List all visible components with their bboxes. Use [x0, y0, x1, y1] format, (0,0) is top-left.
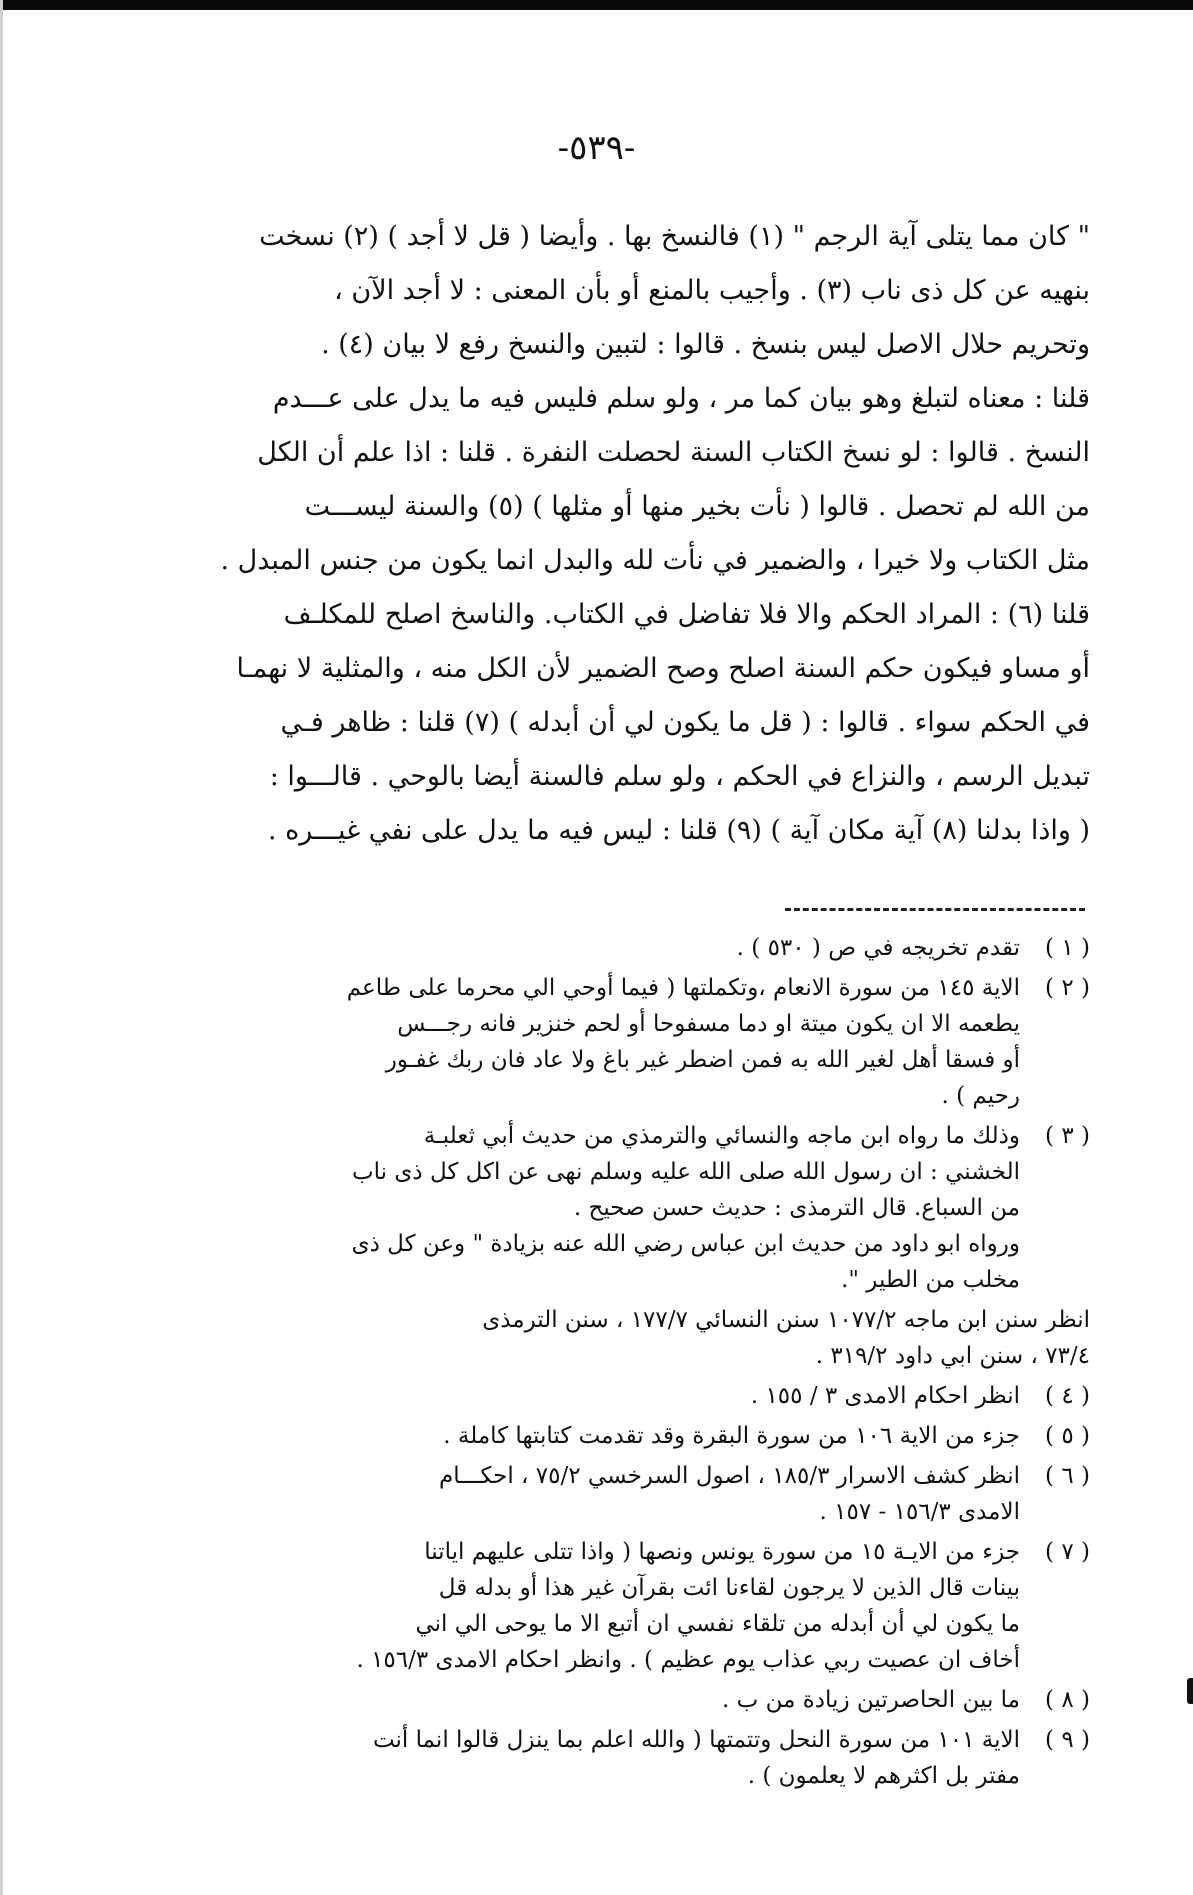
- footnote-line: من السباع. قال الترمذى : حديث حسن صحيح .: [573, 1195, 1020, 1221]
- main-text-body: [160, 210, 1090, 858]
- footnote-line: ٧٣/٤ ، سنن ابي داود ٣١٩/٢ .: [815, 1343, 1090, 1369]
- text-line: تبديل الرسم ، والنزاع في الحكم ، ولو سلم فالسنة أيضا بالوحي . قالـــوا :: [269, 761, 1090, 792]
- footnote: [180, 930, 1090, 966]
- footnote-marker: ( ٧ ): [1045, 1539, 1090, 1565]
- footnote-body: [180, 1118, 1020, 1298]
- footnote: [180, 1722, 1090, 1794]
- footnote-marker: ( ٢ ): [1045, 975, 1090, 1001]
- page-number: -٥٣٩-: [557, 128, 636, 168]
- footnote-continuation: [180, 1302, 1090, 1374]
- footnote-marker: ( ٤ ): [1045, 1383, 1090, 1409]
- footnote-body: [180, 1682, 1020, 1718]
- footnote: [180, 1682, 1090, 1718]
- footnote-marker: ( ٥ ): [1045, 1423, 1090, 1449]
- footnote-body: [180, 1722, 1020, 1794]
- footnote-line: رحيم ) .: [941, 1083, 1020, 1109]
- text-line: بنهيه عن كل ذى ناب (٣) . وأجيب بالمنع أو بأن المعنى : لا أجد الآن ،: [334, 275, 1090, 306]
- footnote-line: أخاف ان عصيت ربي عذاب يوم عظيم ) . وانظر احكام الامدى ١٥٦/٣ .: [356, 1647, 1020, 1673]
- text-line: من الله لم تحصل . قالوا ( نأت بخير منها أو مثلها ) (٥) والسنة ليســـت: [304, 491, 1090, 522]
- footnote: [180, 1534, 1090, 1678]
- scan-left-edge: [0, 0, 3, 1895]
- footnote-line: انظر كشف الاسرار ١٨٥/٣ ، اصول السرخسي ٧٥/٢ ، احكـــام: [438, 1463, 1020, 1489]
- footnote-line: ورواه ابو داود من حديث ابن عباس رضي الله عنه بزيادة " وعن كل ذى: [351, 1231, 1020, 1257]
- text-line: قلنا : معناه لتبلغ وهو بيان كما مر ، ولو سلم فليس فيه ما يدل على عـــدم: [272, 383, 1090, 414]
- footnote-line: أو فسقا أهل لغير الله به فمن اضطر غير باغ ولا عاد فان ربك غفـور: [385, 1047, 1020, 1073]
- footnote-line: وذلك ما رواه ابن ماجه والنسائي والترمذي من حديث أبي ثعلبـة: [423, 1123, 1020, 1149]
- footnote-line: ما بين الحاصرتين زيادة من ب .: [722, 1687, 1020, 1713]
- footnote-marker: ( ٩ ): [1045, 1727, 1090, 1753]
- footnote: [180, 1118, 1090, 1298]
- text-line: مثل الكتاب ولا خيرا ، والضمير في نأت لله والبدل انما يكون من جنس المبدل .: [220, 545, 1090, 576]
- footnote-line: يطعمه الا ان يكون ميتة او دما مسفوحا أو لحم خنزير فانه رجـــس: [397, 1011, 1020, 1037]
- footnote-line: جزء من الاية ١٠٦ من سورة البقرة وقد تقدمت كتابتها كاملة .: [443, 1423, 1020, 1449]
- footnote-body: [180, 1302, 1090, 1374]
- footnote-body: [180, 970, 1020, 1114]
- footnote-line: انظر احكام الامدى ٣ / ١٥٥ .: [750, 1383, 1020, 1409]
- footnote-line: تقدم تخريجه في ص ( ٥٣٠ ) .: [736, 935, 1020, 961]
- text-line: قلنا (٦) : المراد الحكم والا فلا تفاضل في الكتاب. والناسخ اصلح للمكلـف: [283, 599, 1090, 630]
- text-line: " كان مما يتلى آية الرجم " (١) فالنسخ بها . وأيضا ( قل لا أجد ) (٢) نسخت: [259, 221, 1090, 252]
- scan-top-border: [0, 0, 1193, 10]
- footnote-marker: ( ١ ): [1045, 935, 1090, 961]
- footnote-line: الامدى ١٥٦/٣ - ١٥٧ .: [819, 1499, 1020, 1525]
- footnote-body: [180, 930, 1020, 966]
- footnote-line: مخلب من الطير ".: [841, 1267, 1020, 1293]
- footnote-line: مفتر بل اكثرهم لا يعلمون ) .: [747, 1763, 1020, 1789]
- footnote-body: [180, 1378, 1020, 1414]
- footnote-body: [180, 1458, 1020, 1530]
- footnote-marker: ( ٨ ): [1045, 1687, 1090, 1713]
- text-line: النسخ . قالوا : لو نسخ الكتاب السنة لحصلت النفرة . قلنا : اذا علم أن الكل: [257, 437, 1090, 468]
- footnote-line: الاية ١٠١ من سورة النحل وتتمتها ( والله اعلم بما ينزل قالوا انما أنت: [372, 1727, 1020, 1753]
- footnote-body: [180, 1418, 1020, 1454]
- text-line: أو مساو فيكون حكم السنة اصلح وصح الضمير لأن الكل منه ، والمثلية لا نهمـا: [236, 653, 1090, 684]
- text-line: في الحكم سواء . قالوا : ( قل ما يكون لي أن أبدله ) (٧) قلنا : ظاهر فـي: [280, 707, 1090, 738]
- footnote-line: الاية ١٤٥ من سورة الانعام ،وتكملتها ( فيما أوحي الي محرما على طاعم: [346, 975, 1020, 1001]
- scan-edge-mark: [1187, 1678, 1193, 1704]
- footnote: [180, 1378, 1090, 1414]
- footnote-line: جزء من الايـة ١٥ من سورة يونس ونصها ( واذا تتلى عليهم اياتنا: [424, 1539, 1020, 1565]
- footnote-line: انظر سنن ابن ماجه ١٠٧٧/٢ سنن النسائي ١٧٧/٧ ، سنن الترمذى: [482, 1307, 1090, 1333]
- footnote-line: ما يكون لي أن أبدله من تلقاء نفسي ان أتبع الا ما يوحى الي اني: [415, 1611, 1020, 1637]
- footnote-marker: ( ٣ ): [1045, 1123, 1090, 1149]
- footnote: [180, 1458, 1090, 1530]
- footnotes: [180, 930, 1090, 1798]
- footnote-body: [180, 1534, 1020, 1678]
- footnote-marker: ( ٦ ): [1045, 1463, 1090, 1489]
- footnote-line: الخشني : ان رسول الله صلى الله عليه وسلم نهى عن اكل كل ذى ناب: [352, 1159, 1020, 1185]
- text-line: وتحريم حلال الاصل ليس بنسخ . قالوا : لتبين والنسخ رفع لا بيان (٤) .: [321, 329, 1090, 360]
- footnote-line: بينات قال الذين لا يرجون لقاءنا ائت بقرآن غير هذا أو بدله قل: [438, 1575, 1020, 1601]
- footnote-separator: [785, 908, 1085, 911]
- text-line: ( واذا بدلنا (٨) آية مكان آية ) (٩) قلنا : ليس فيه ما يدل على نفي غيـــره .: [268, 815, 1090, 846]
- footnote: [180, 970, 1090, 1114]
- footnote: [180, 1418, 1090, 1454]
